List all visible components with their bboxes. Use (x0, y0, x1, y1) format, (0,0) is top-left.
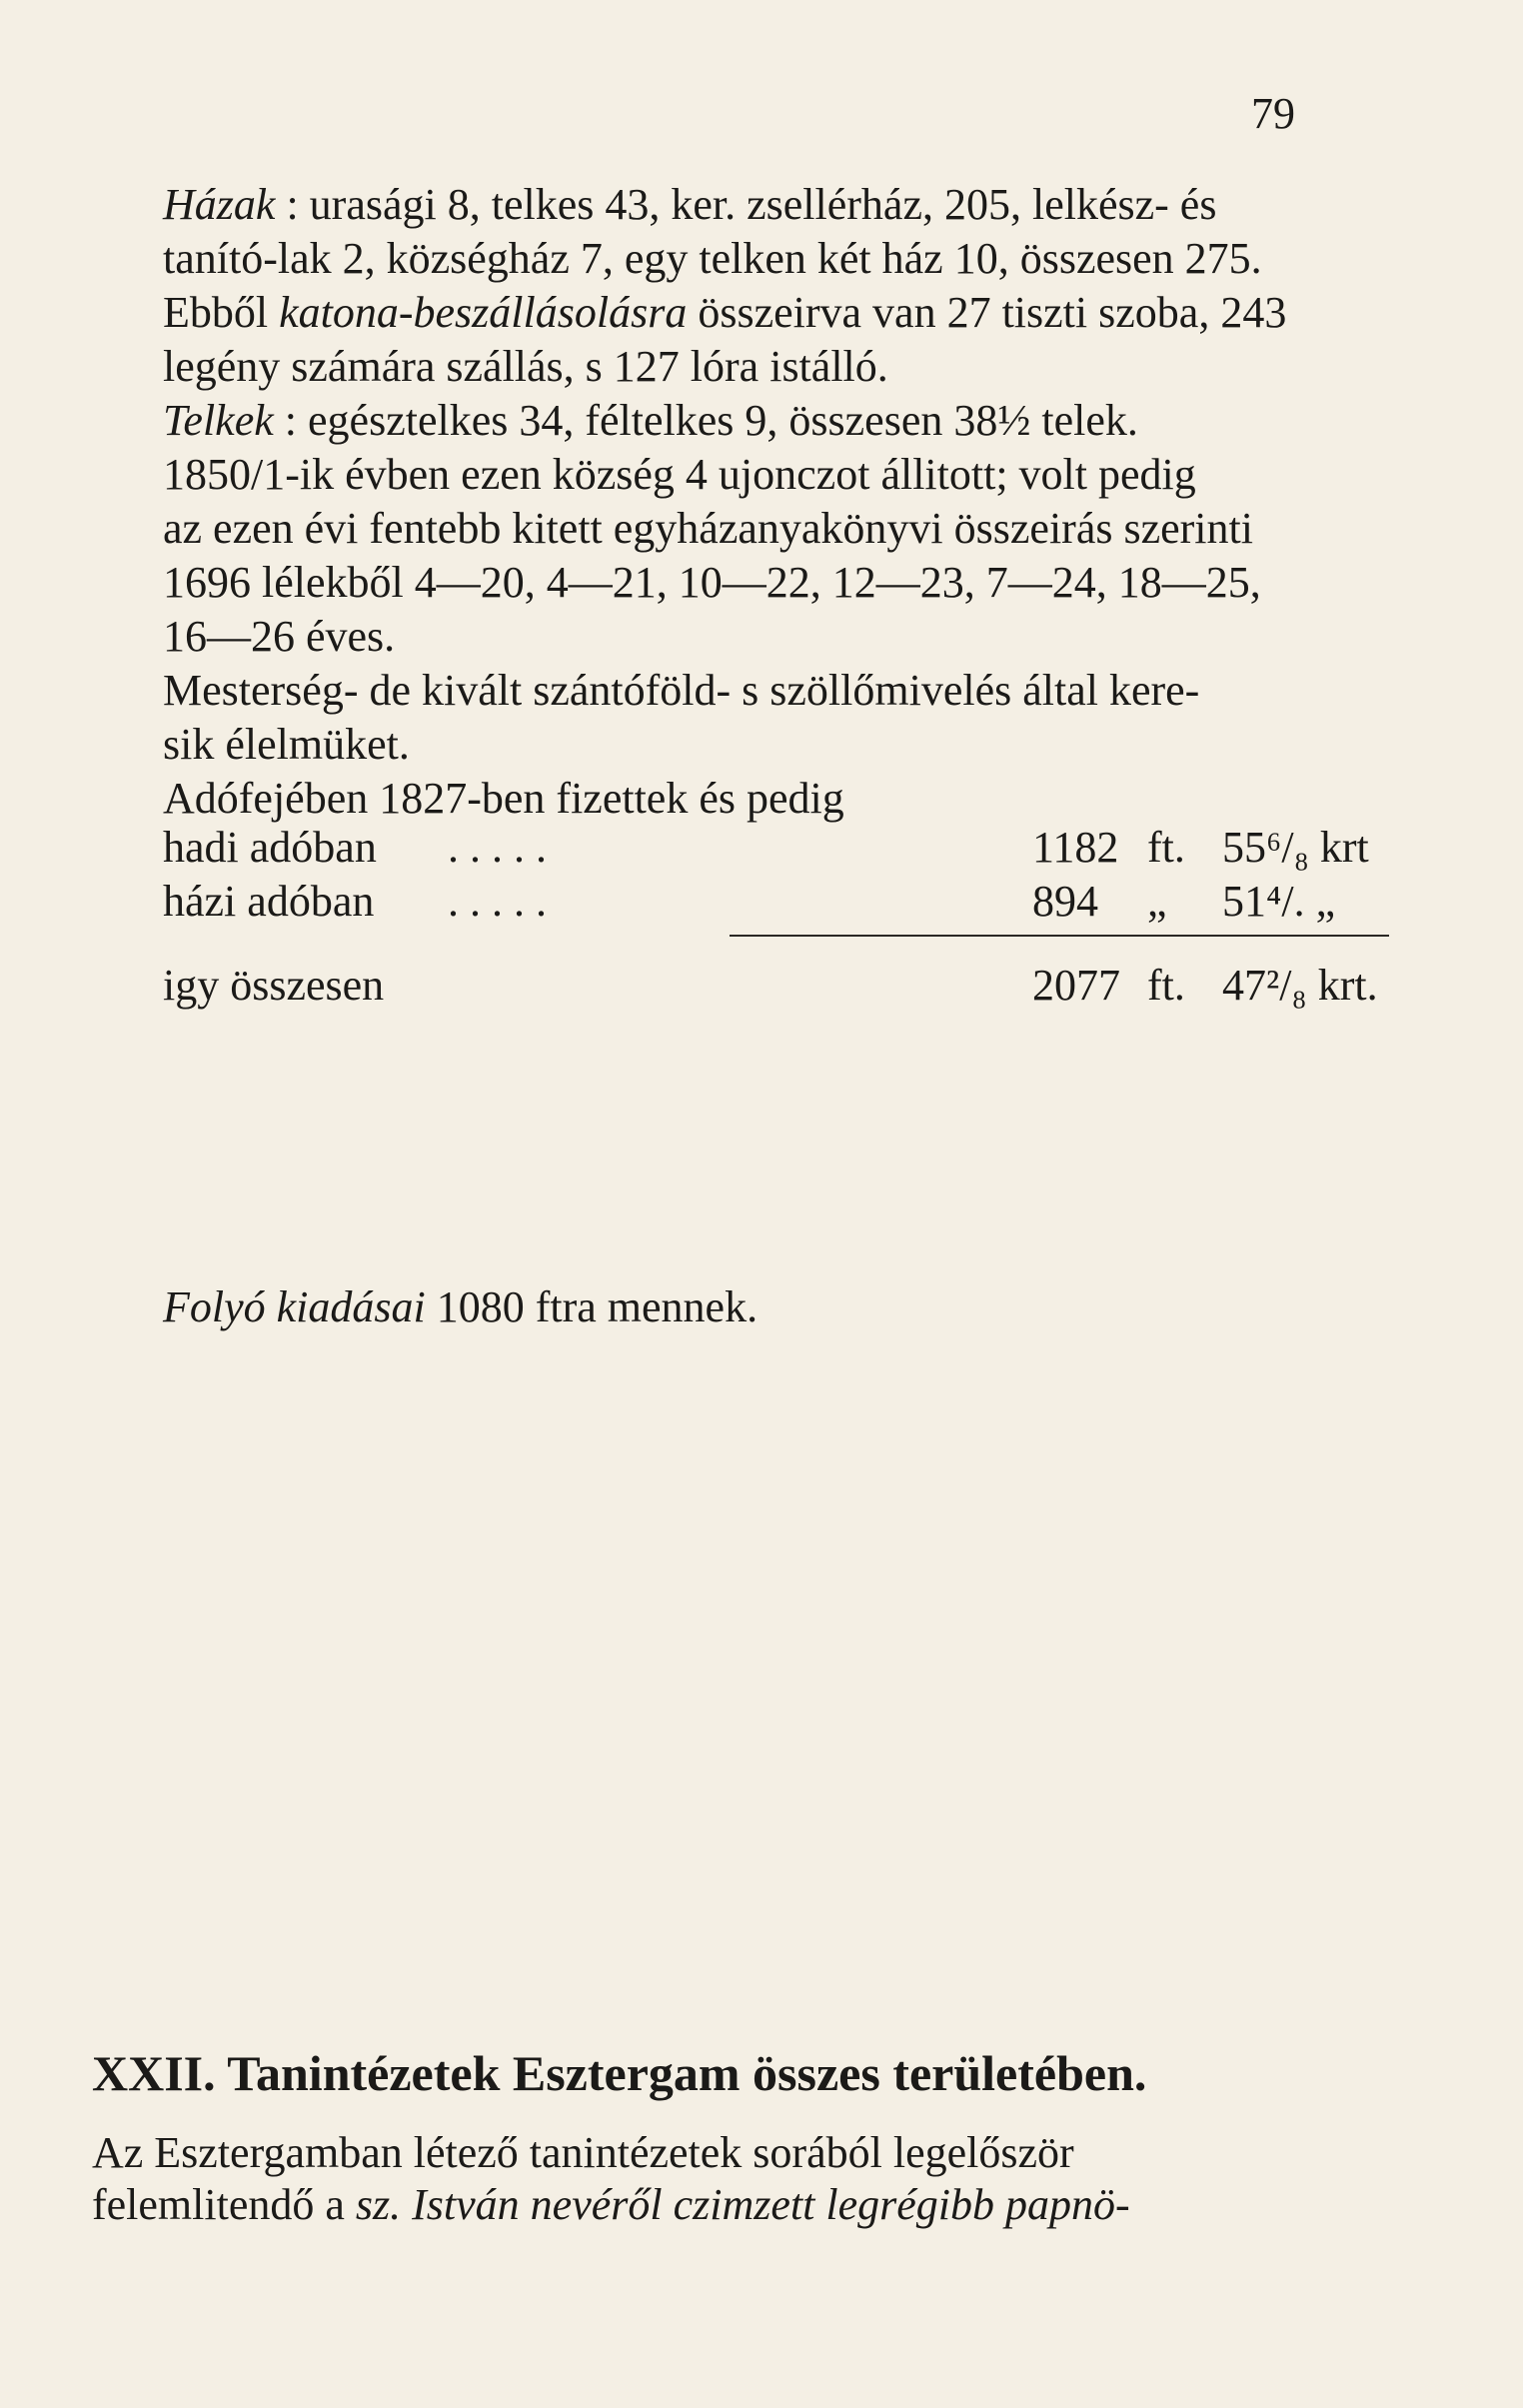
sum-rule (730, 935, 1389, 937)
line-text: Ebből (163, 288, 280, 337)
line-text: Mesterség- de kivált szántóföld- s szöllőmivelés által kere- (163, 666, 1200, 715)
section-text-line-1: Az Esztergamban létező tanintézetek sorából legelőször (92, 2128, 1074, 2177)
row-dots: . . . . . (448, 877, 547, 926)
paragraph-line (163, 720, 1392, 770)
paragraph-line (163, 612, 1392, 662)
line-text: sik élelmüket. (163, 720, 410, 769)
row-amount: 894 (1032, 877, 1098, 926)
line-text: Adófejében 1827-ben fizettek és pedig (163, 774, 844, 823)
row-unit: ft. (1147, 823, 1185, 872)
paragraph-line (163, 234, 1392, 284)
folyo-kiadasai (163, 1282, 1392, 1332)
section-text-line-2 (92, 2179, 1130, 2230)
row-label (163, 876, 374, 927)
row-amount: 1182 (1032, 823, 1119, 872)
paragraph-line (163, 558, 1392, 608)
section-text-2-italic: sz. István nevéről czimzett legrégibb papnö- (355, 2180, 1130, 2229)
paragraph-line (163, 180, 1392, 230)
row-dots: . . . . . (448, 823, 547, 872)
line-text: tanító-lak 2, községház 7, egy telken két ház 10, összesen 275. (163, 234, 1262, 283)
row-kr: 55⁶/₈ krt (1222, 823, 1369, 872)
line-italic: katona-beszállásolásra (279, 288, 688, 337)
paragraph-line (163, 396, 1392, 446)
row-kr: 51⁴/. „ (1222, 877, 1336, 926)
line-text: 16—26 éves. (163, 612, 396, 661)
paragraph-line (163, 774, 1392, 824)
row-label (163, 822, 377, 873)
row-label-text: hadi adóban (163, 823, 377, 872)
section-heading: XXII. Tanintézetek Esztergam összes területében. (92, 2045, 1147, 2101)
line-text: 1696 lélekből 4—20, 4—21, 10—22, 12—23, 7—24, 18—25, (163, 558, 1261, 607)
paragraph-line (163, 504, 1392, 554)
line-text: legény számára szállás, s 127 lóra istálló. (163, 342, 888, 391)
line-text: : egésztelkes 34, féltelkes 9, összesen 38½ telek. (273, 396, 1138, 445)
row-unit: „ (1147, 877, 1167, 926)
row-kr: 47²/₈ krt. (1222, 961, 1378, 1010)
line-text: összeirva van 27 tiszti szoba, 243 (687, 288, 1287, 337)
paragraph-line (163, 342, 1392, 392)
row-label (163, 960, 384, 1011)
row-amount: 2077 (1032, 961, 1120, 1010)
line-italic: Házak (163, 180, 276, 229)
paragraph-line (163, 666, 1392, 716)
paragraph-line (163, 288, 1392, 338)
row-label-text: igy összesen (163, 961, 385, 1010)
paragraph-line (163, 450, 1392, 500)
page-number: 79 (1251, 89, 1295, 138)
line-text: : urasági 8, telkes 43, ker. zsellérház, 205, lelkész- és (275, 180, 1217, 229)
row-unit: ft. (1147, 961, 1185, 1010)
folyo-label: Folyó kiadásai (163, 1282, 426, 1331)
line-text: az ezen évi fentebb kitett egyházanyakönyvi összeirás szerinti (163, 504, 1253, 553)
line-italic: Telkek (163, 396, 274, 445)
folyo-text: 1080 ftra mennek. (425, 1282, 759, 1331)
line-text: 1850/1-ik évben ezen község 4 ujonczot állitott; volt pedig (163, 450, 1196, 499)
row-label-text: házi adóban (163, 877, 375, 926)
section-text-2-pre: felemlitendő a (92, 2180, 356, 2229)
